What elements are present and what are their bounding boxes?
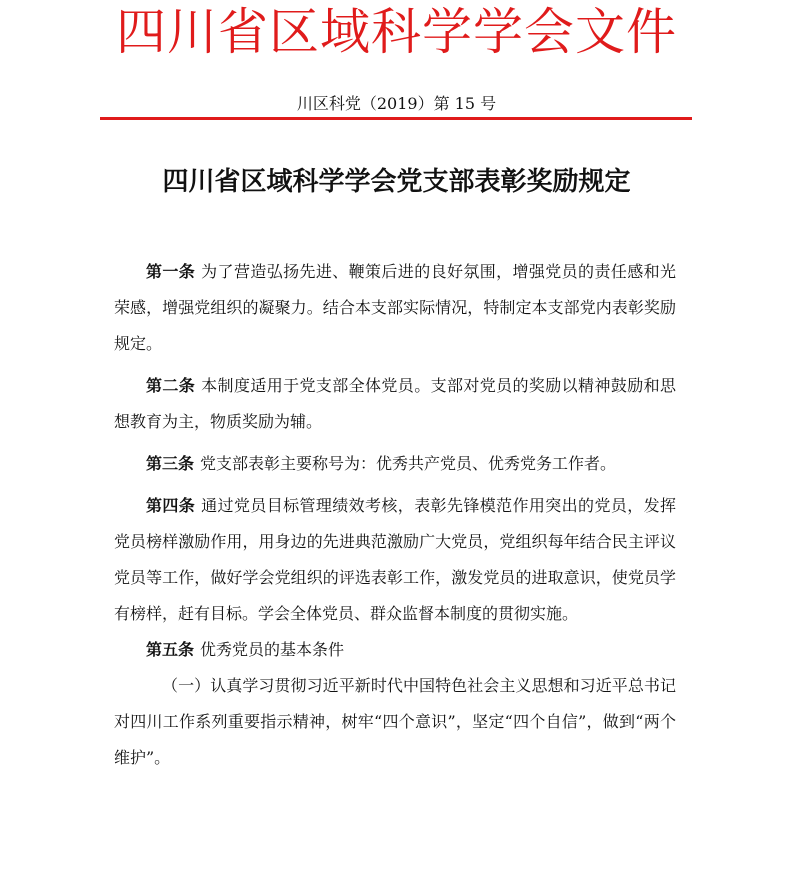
document-number: 川区科党（2019）第 15 号 — [296, 94, 497, 113]
article-5-text: 优秀党员的基本条件 — [200, 640, 345, 659]
article-2-label: 第二条 — [146, 376, 196, 395]
article-2-text: 本制度适用于党支部全体党员。支部对党员的奖励以精神鼓励和思想教育为主，物质奖励为辅。 — [114, 376, 676, 431]
article-3 — [114, 446, 676, 482]
article-1-text: 为了营造弘扬先进、鞭策后进的良好氛围，增强党员的责任感和光荣感，增强党组织的凝聚力。结合本支部实际情况，特制定本支部党内表彰奖励规定。 — [114, 262, 676, 353]
article-5 — [114, 632, 676, 668]
article-4-text: 通过党员目标管理绩效考核，表彰先锋模范作用突出的党员，发挥党员榜样激励作用，用身边的先进典范激励广大党员，党组织每年结合民主评议党员等工作，做好学会党组织的评选表彰工作，激发党员的进取意识，使党员学有榜样，赶有目标。学会全体党员、群众监督本制度的贯彻实施。 — [114, 496, 676, 623]
article-1 — [114, 254, 676, 362]
article-2 — [114, 368, 676, 440]
document-title: 四川省区域科学学会党支部表彰奖励规定 — [162, 167, 631, 197]
article-3-text: 党支部表彰主要称号为：优秀共产党员、优秀党务工作者。 — [200, 454, 617, 473]
article-5-label: 第五条 — [146, 640, 195, 659]
document-header-org-name: 四川省区域科学学会文件 — [116, 3, 677, 61]
article-1-label: 第一条 — [146, 262, 196, 281]
article-5-item-1: （一）认真学习贯彻习近平新时代中国特色社会主义思想和习近平总书记对四川工作系列重要指示精神，树牢“四个意识”，坚定“四个自信”，做到“两个维护”。 — [114, 676, 676, 767]
document-body — [114, 254, 676, 776]
header-red-divider — [100, 117, 692, 120]
article-4-label: 第四条 — [146, 496, 196, 515]
article-3-label: 第三条 — [146, 454, 195, 473]
article-4 — [114, 488, 676, 632]
